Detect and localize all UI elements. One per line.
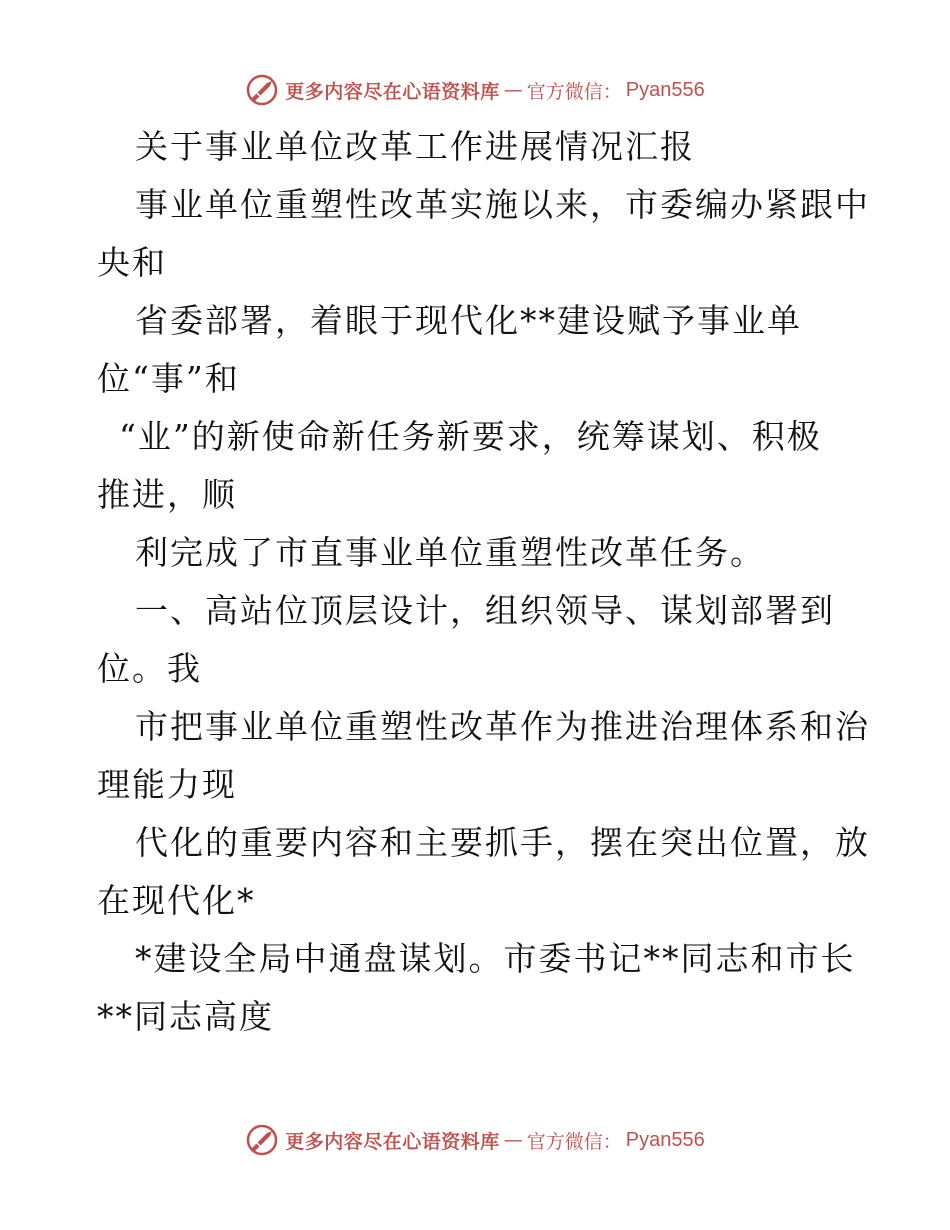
- paragraph-line: 推进，顺: [97, 475, 237, 514]
- banner-dash: —: [503, 1129, 523, 1151]
- paragraph-line: 位“事”和: [97, 359, 240, 398]
- paragraph-line: 代化的重要内容和主要抓手，摆在突出位置，放: [135, 823, 870, 862]
- paragraph-line: 在现代化*: [97, 881, 256, 920]
- paragraph-line: 事业单位重塑性改革实施以来，市委编办紧跟中: [135, 185, 870, 224]
- paragraph-line: **同志高度: [97, 997, 274, 1036]
- banner-main-text: 更多内容尽在心语资料库: [285, 1130, 500, 1153]
- banner-dash: —: [503, 79, 523, 101]
- document-body: [97, 118, 870, 1046]
- paragraph-line: “业”的新使命新任务新要求，统筹谋划、积极: [119, 417, 822, 456]
- section-heading-line: 一、高站位顶层设计，组织领导、谋划部署到: [135, 591, 835, 630]
- header-watermark-banner: [0, 70, 950, 110]
- banner-sub-text: 官方微信：: [526, 1130, 622, 1153]
- paragraph-line: 省委部署，着眼于现代化**建设赋予事业单: [135, 301, 802, 340]
- paragraph-line: 理能力现: [97, 765, 237, 804]
- banner-wechat-id: Pyan556: [625, 78, 705, 101]
- paragraph-line: 市把事业单位重塑性改革作为推进治理体系和治: [135, 707, 870, 746]
- banner-wechat-id: Pyan556: [625, 1128, 705, 1151]
- banner-main-text: 更多内容尽在心语资料库: [285, 80, 500, 103]
- paragraph-line: *建设全局中通盘谋划。市委书记**同志和市长: [135, 939, 856, 978]
- footer-watermark-banner: [0, 1120, 950, 1160]
- document-title: 关于事业单位改革工作进展情况汇报: [135, 127, 695, 166]
- banner-sub-text: 官方微信：: [526, 80, 622, 103]
- quill-pen-logo-icon: [245, 73, 279, 107]
- paragraph-line: 央和: [97, 243, 167, 282]
- paragraph-line: 位。我: [97, 649, 202, 688]
- paragraph-line: 利完成了市直事业单位重塑性改革任务。: [135, 533, 765, 572]
- quill-pen-logo-icon: [245, 1123, 279, 1157]
